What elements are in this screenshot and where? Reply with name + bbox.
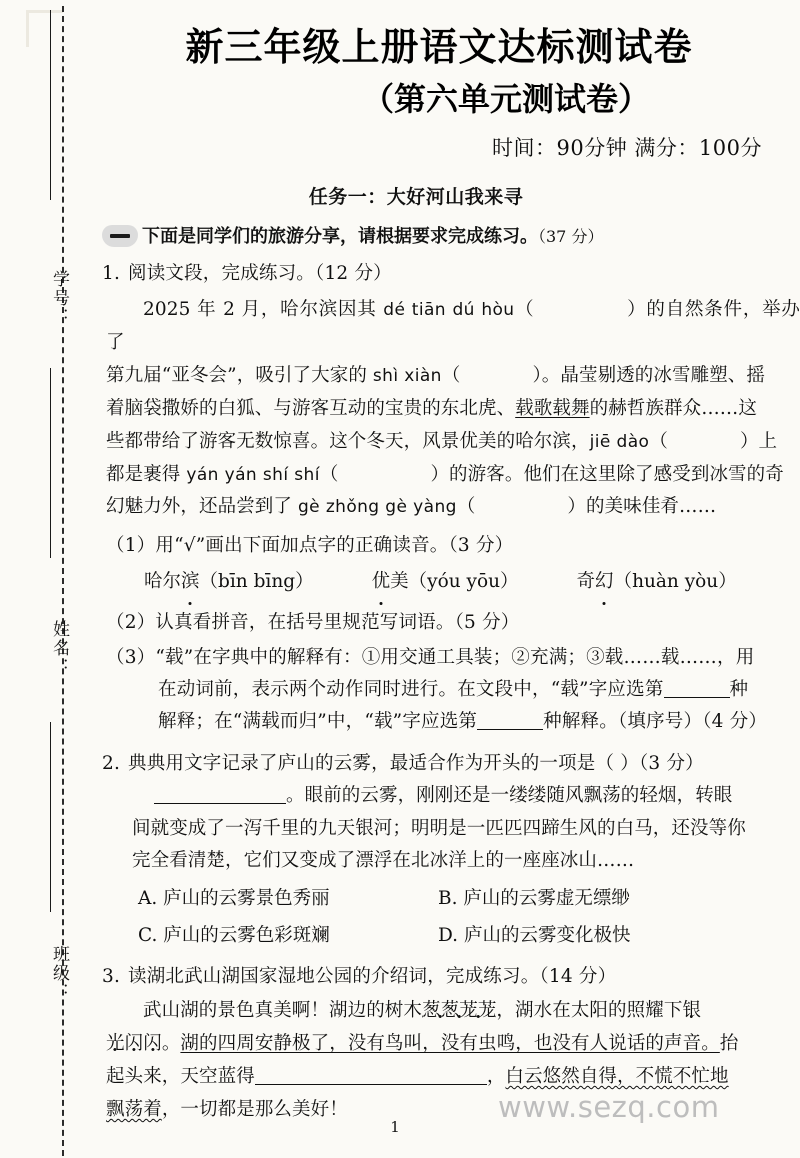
passage-line-3 bbox=[92, 393, 800, 426]
passage-seg: 起头来，天空蓝得 bbox=[106, 1065, 255, 1087]
question-1-sub-3-line-1: “载”在字典中的解释有：①用交通工具装；②充满；③载……载……，用 bbox=[155, 647, 755, 669]
page-number: 1 bbox=[390, 1118, 400, 1136]
passage-seg: ）的自然条件，举办了 bbox=[106, 298, 800, 353]
question-1-sub-3-label: （3） bbox=[106, 647, 156, 669]
seal-rule-2 bbox=[50, 368, 51, 558]
exam-meta-line: 时间：90分钟 满分：100分 bbox=[492, 136, 762, 161]
option-b-label: 庐山的云雾虚无缥缈 bbox=[463, 888, 630, 910]
option-b-key: B. bbox=[438, 888, 458, 910]
passage-seg: 着脑袋撒娇的白狐、与游客互动的宝贵的东北虎、 bbox=[106, 397, 516, 419]
page-subtitle: （第六单元测试卷） bbox=[361, 79, 650, 118]
paren-open: （ bbox=[319, 463, 339, 485]
option-d-key: D. bbox=[438, 924, 459, 946]
passage-seg: 幻魅力外，还品尝到了 bbox=[106, 496, 298, 518]
question-2-passage-line-2: 间就变成了一泻千里的九天银河；明明是一匹匹四蹄生风的白马，还没等你 bbox=[132, 817, 746, 839]
dotted-char: 优 bbox=[372, 566, 391, 598]
question-1-stem: 阅读文段，完成练习。（12 分） bbox=[128, 263, 392, 285]
question-1-sub-3-line-3-row bbox=[92, 706, 800, 738]
word-part: 奇 bbox=[576, 571, 596, 593]
task-heading: 任务一：大好河山我来寻 bbox=[308, 186, 524, 209]
question-1-sub-2-text: 认真看拼音，在括号里规范写词语。（5 分） bbox=[155, 611, 520, 633]
pronunciation-choices-row bbox=[92, 562, 800, 598]
question-2-passage-line-1 bbox=[92, 780, 800, 813]
question-1-sub-3-line-3: 解释；在“满载而归”中，“载”字应选第 bbox=[158, 710, 478, 732]
question-1-sub-3-line-2-row bbox=[92, 674, 800, 706]
question-1-sub-2-row bbox=[92, 599, 800, 639]
paren-open: （ bbox=[649, 430, 668, 452]
seal-label-name: 姓名： bbox=[49, 620, 69, 677]
seal-label-student-id: 学号： bbox=[49, 270, 69, 327]
pinyin-shixian: shì xiàn bbox=[372, 365, 442, 386]
paren-open: （ bbox=[456, 496, 476, 518]
option-d-label: 庐山的云雾变化极快 bbox=[463, 924, 631, 946]
section-number-badge bbox=[102, 225, 138, 247]
pinyin-yanyanshishi: yán yán shí shí bbox=[186, 464, 320, 485]
question-2-stem-row bbox=[92, 738, 800, 780]
exam-content bbox=[92, 0, 800, 1158]
option-b[interactable] bbox=[438, 883, 738, 914]
passage-seg: 。 bbox=[161, 1032, 181, 1054]
pronunciation-options[interactable]: （yóu yōu） bbox=[408, 571, 519, 593]
dotted-phrase-yin: 银 bbox=[682, 1000, 701, 1026]
option-a-label: 庐山的云雾景色秀丽 bbox=[163, 888, 330, 910]
passage-seg: 的赫哲族群众……这 bbox=[589, 397, 758, 419]
question-1-sub-1-label: （1） bbox=[106, 535, 156, 557]
option-a-key: A. bbox=[138, 888, 158, 910]
dotted-phrase-guangshanshan: 光闪闪 bbox=[106, 1033, 162, 1059]
word-part: 美 bbox=[390, 571, 409, 593]
passage-seg: 第九届“亚冬会”，吸引了大家的 bbox=[106, 364, 373, 386]
question-3-passage-line-1 bbox=[92, 995, 800, 1028]
passage-seg: ，一切都是那么美好！ bbox=[161, 1098, 348, 1120]
underlined-sentence-quiet: 湖的四周安静极了，没有鸟叫，没有虫鸣，也没有人说话的声音。 bbox=[180, 1032, 720, 1054]
dotted-phrase-congcongronglong: 葱葱茏茏 bbox=[422, 1000, 496, 1026]
passage-seg: ， bbox=[486, 1065, 506, 1087]
question-2-stem: 典典用文字记录了庐山的云雾，最适合作为开头的一项是（ ）（3 分） bbox=[128, 752, 704, 774]
question-2-passage bbox=[92, 780, 800, 879]
question-1-sub-1-text: 用“√”画出下面加点字的正确读音。（3 分） bbox=[155, 535, 514, 557]
wavy-phrase-piaodangzhe: 飘荡着 bbox=[106, 1098, 162, 1120]
option-c-label: 庐山的云雾色彩斑斓 bbox=[163, 924, 330, 946]
pronunciation-item[interactable] bbox=[372, 566, 519, 598]
question-3-number: 3. bbox=[102, 966, 121, 988]
passage-seg: 都是裹得 bbox=[106, 463, 187, 485]
pronunciation-item[interactable] bbox=[577, 566, 737, 598]
question-2-passage-line-3: 完全看清楚，它们又变成了漂浮在北冰洋上的一座座冰山…… bbox=[132, 850, 635, 872]
answer-blank-opening-sentence[interactable] bbox=[154, 803, 286, 804]
question-1-sub-3-line-3-tail: 种解释。（填序号）（4 分） bbox=[543, 710, 768, 732]
seal-rule-1 bbox=[50, 10, 51, 200]
option-a[interactable] bbox=[138, 883, 438, 914]
pinyin-jiedao: jiē dào bbox=[589, 431, 650, 452]
passage-seg: 些都带给了游客无数惊喜。这个冬天，风景优美的哈尔滨， bbox=[106, 430, 590, 452]
question-1-stem-row bbox=[92, 250, 800, 290]
question-3-passage-line-2 bbox=[92, 1028, 800, 1061]
question-1-sub-1-row bbox=[92, 524, 800, 562]
question-1-number: 1. bbox=[102, 263, 121, 285]
passage-line-2 bbox=[92, 360, 800, 393]
pronunciation-options[interactable]: （huàn yòu） bbox=[613, 571, 737, 593]
pronunciation-options[interactable]: （bīn bīng） bbox=[199, 571, 314, 593]
paren-open: （ bbox=[441, 364, 461, 386]
wavy-phrase-clouds: 白云悠然自得，不慌不忙地 bbox=[505, 1065, 729, 1087]
question-1-passage bbox=[92, 290, 800, 524]
section-instruction-row bbox=[92, 209, 800, 250]
site-watermark: www.sezq.com bbox=[498, 1090, 720, 1124]
question-3-passage-line-3 bbox=[92, 1061, 800, 1094]
passage-seg: ）的美味佳肴…… bbox=[567, 496, 717, 518]
passage-line-4 bbox=[92, 426, 800, 459]
section-points: （37 分） bbox=[538, 227, 604, 247]
seal-rule-3 bbox=[50, 722, 51, 912]
question-3-stem-row bbox=[92, 951, 800, 993]
section-instruction-text: 下面是同学们的旅游分享，请根据要求完成练习。 bbox=[142, 226, 538, 248]
question-1-sub-2-label: （2） bbox=[106, 611, 156, 633]
page-title: 新三年级上册语文达标测试卷 bbox=[185, 25, 693, 69]
passage-seg: ）上 bbox=[739, 430, 778, 452]
seal-label-class: 班级： bbox=[49, 945, 69, 1002]
answer-blank-zai-2[interactable] bbox=[477, 729, 543, 730]
passage-seg: 抬 bbox=[719, 1032, 739, 1054]
passage-seg: ，湖水在太阳的照耀下 bbox=[496, 1000, 683, 1022]
passage-seg: 武山湖的景色真美啊！湖边的树木 bbox=[143, 1000, 423, 1022]
option-c-key: C. bbox=[138, 924, 158, 946]
question-2-options-row-1 bbox=[92, 878, 800, 914]
question-1-sub-3-row bbox=[92, 638, 800, 674]
pinyin-detian-duhou: dé tiān dú hòu bbox=[383, 299, 515, 320]
passage-seg: ）。晶莹剔透的冰雪雕塑、摇 bbox=[532, 364, 766, 386]
seal-sidebar bbox=[0, 0, 92, 1158]
passage-seg: 2025 年 2 月，哈尔滨因其 bbox=[143, 298, 384, 320]
passage-line-1 bbox=[92, 294, 800, 360]
question-1-sub-3-line-2: 在动词前，表示两个动作同时进行。在文段中，“载”字应选第 bbox=[158, 679, 664, 701]
answer-blank-zai-1[interactable] bbox=[664, 697, 730, 698]
pinyin-gezhonggeyang: gè zhǒng gè yàng bbox=[297, 497, 457, 518]
passage-seg: 。眼前的云雾，刚刚还是一缕缕随风飘荡的轻烟，转眼 bbox=[286, 784, 733, 806]
pronunciation-item[interactable] bbox=[144, 566, 314, 598]
dotted-char: 滨 bbox=[181, 566, 200, 598]
paren-open: （ bbox=[514, 298, 535, 320]
passage-seg: ）的游客。他们在这里除了感受到冰雪的奇 bbox=[430, 463, 784, 485]
option-d[interactable] bbox=[438, 920, 738, 951]
passage-line-6 bbox=[92, 491, 800, 524]
question-2-number: 2. bbox=[102, 752, 121, 774]
question-1-sub-3-line-2-tail: 种 bbox=[729, 679, 749, 701]
question-2-options-row-2 bbox=[92, 915, 800, 951]
option-c[interactable] bbox=[138, 920, 438, 951]
dotted-char: 幻 bbox=[595, 566, 614, 598]
answer-blank-sky-blue[interactable] bbox=[255, 1084, 487, 1085]
question-3-stem: 读湖北武山湖国家湿地公园的介绍词，完成练习。（14 分） bbox=[128, 966, 617, 988]
underlined-phrase-zaigezaiwu: 载歌载舞 bbox=[515, 397, 590, 419]
word-part: 哈尔 bbox=[144, 571, 182, 593]
passage-line-5 bbox=[92, 459, 800, 492]
